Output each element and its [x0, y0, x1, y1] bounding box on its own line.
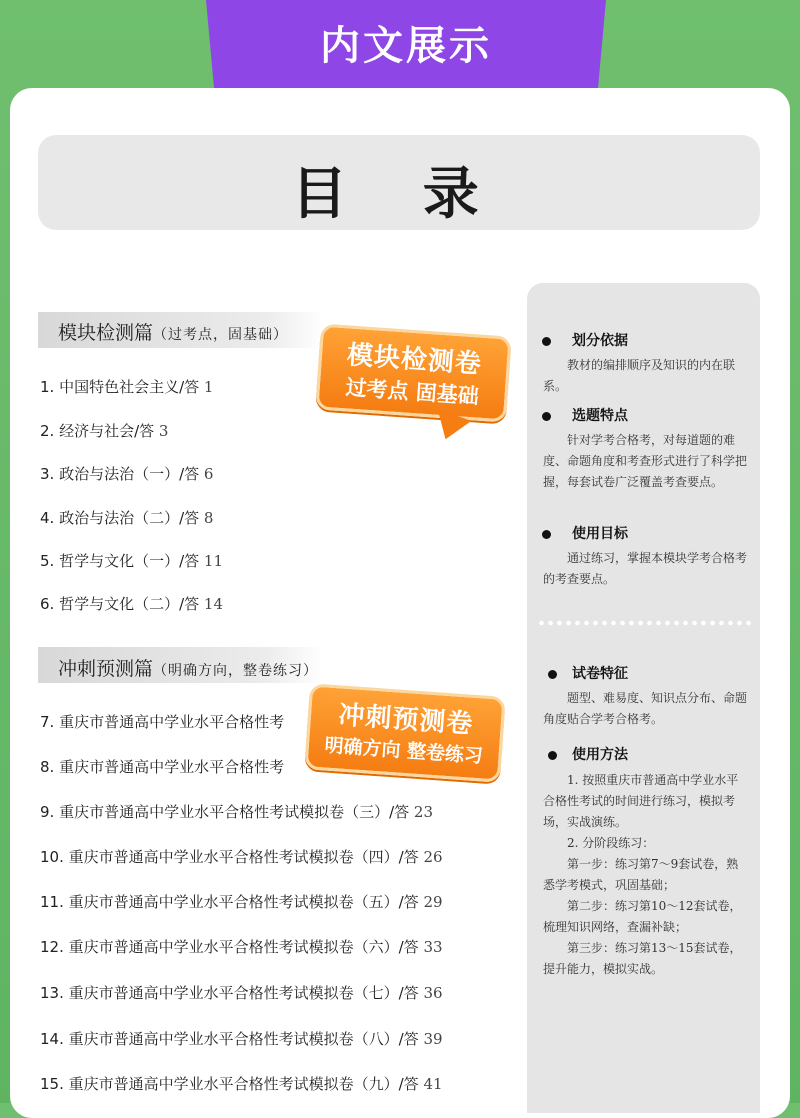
sidebar-text — [543, 770, 748, 980]
toc-item-page: 33 — [423, 938, 443, 956]
toc-item-page: 39 — [423, 1030, 443, 1048]
toc-item-label: 12. 重庆市普通高中学业水平合格性考试模拟卷（六）/答 — [40, 938, 419, 956]
toc-item-label: 2. 经济与社会/答 — [40, 422, 155, 440]
bullet-icon — [542, 337, 551, 346]
toc-title: 目 录 — [291, 161, 507, 227]
usage-step: 第一步：练习第7～9套试卷，熟悉学考模式，巩固基础； — [543, 857, 739, 892]
toc-item-page: 3 — [158, 422, 169, 440]
toc-item[interactable] — [40, 891, 443, 912]
dotted-divider — [537, 620, 751, 626]
sidebar-heading: 选题特点 — [572, 408, 628, 424]
sticker-module-exam — [315, 323, 512, 422]
sticker-line2: 明确方向 整卷练习 — [323, 734, 484, 768]
sidebar-text: 通过练习，掌握本模块学考合格考的考查要点。 — [543, 551, 748, 586]
usage-step: 第二步：练习第10～12套试卷，梳理知识网络，查漏补缺； — [543, 899, 742, 934]
sticker-line2: 过考点 固基础 — [344, 375, 480, 409]
toc-item[interactable] — [40, 846, 443, 867]
toc-item-label: 8. 重庆市普通高中学业水平合格性考 — [40, 758, 285, 776]
sidebar-heading: 试卷特征 — [572, 666, 628, 682]
sidebar-text: 教材的编排顺序及知识的内在联系。 — [543, 358, 736, 393]
sticker-line1: 模块检测卷 — [346, 340, 483, 380]
toc-item-label: 9. 重庆市普通高中学业水平合格性考试模拟卷（三）/答 — [40, 803, 410, 821]
toc-item-page: 11 — [203, 552, 224, 570]
toc-item-page: 14 — [203, 595, 224, 613]
toc-item[interactable] — [40, 550, 223, 571]
sticker-line1: 冲刺预测卷 — [337, 700, 475, 740]
toc-item[interactable] — [40, 420, 168, 441]
section-title-sprint — [58, 654, 318, 681]
sticker-sprint-exam — [304, 683, 506, 782]
toc-item-label: 11. 重庆市普通高中学业水平合格性考试模拟卷（五）/答 — [40, 893, 419, 911]
toc-item-label: 10. 重庆市普通高中学业水平合格性考试模拟卷（四）/答 — [40, 848, 419, 866]
bullet-icon — [548, 670, 557, 679]
section-subtitle: （过考点，固基础） — [153, 327, 289, 343]
usage-step: 1. 按照重庆市普通高中学业水平合格性考试的时间进行练习，模拟考场，实战演练。 — [543, 773, 739, 829]
toc-item-page: 1 — [203, 378, 214, 396]
toc-item[interactable] — [40, 1028, 443, 1049]
section-title: 冲刺预测篇 — [58, 658, 154, 680]
sidebar-heading: 使用目标 — [572, 526, 628, 542]
section-title: 模块检测篇 — [58, 322, 154, 344]
sidebar-text: 题型、难易度、知识点分布、命题角度贴合学考合格考。 — [543, 691, 748, 726]
bullet-icon — [542, 530, 551, 539]
toc-item-page: 8 — [203, 509, 214, 527]
toc-item-label: 15. 重庆市普通高中学业水平合格性考试模拟卷（九）/答 — [40, 1075, 419, 1093]
banner-title: 内文展示 — [320, 23, 492, 69]
toc-item-page: 36 — [423, 984, 443, 1002]
toc-item[interactable] — [40, 507, 213, 528]
toc-item[interactable] — [40, 593, 223, 614]
toc-item-page: 41 — [423, 1075, 443, 1093]
section-title-module — [58, 318, 288, 345]
toc-item-label: 13. 重庆市普通高中学业水平合格性考试模拟卷（七）/答 — [40, 984, 419, 1002]
toc-item-label: 1. 中国特色社会主义/答 — [40, 378, 200, 396]
toc-item[interactable] — [40, 756, 284, 777]
toc-item-page: 29 — [423, 893, 443, 911]
toc-item-page: 26 — [423, 848, 443, 866]
section-subtitle: （明确方向，整卷练习） — [153, 663, 319, 679]
usage-step: 第三步：练习第13～15套试卷，提升能力，模拟实战。 — [543, 941, 742, 976]
toc-item-page: 6 — [203, 465, 214, 483]
toc-item[interactable] — [40, 376, 213, 397]
toc-item-label: 14. 重庆市普通高中学业水平合格性考试模拟卷（八）/答 — [40, 1030, 419, 1048]
toc-item-label: 4. 政治与法治（二）/答 — [40, 509, 200, 527]
toc-item[interactable] — [40, 711, 284, 732]
toc-item-page: 23 — [413, 803, 434, 821]
toc-item[interactable] — [40, 982, 443, 1003]
toc-item[interactable] — [40, 936, 443, 957]
toc-item[interactable] — [40, 1073, 443, 1094]
toc-item-label: 7. 重庆市普通高中学业水平合格性考 — [40, 713, 285, 731]
bullet-icon — [542, 412, 551, 421]
toc-item[interactable] — [40, 801, 433, 822]
toc-item-label: 3. 政治与法治（一）/答 — [40, 465, 200, 483]
sidebar-text: 针对学考合格考，对每道题的难度、命题角度和考查形式进行了科学把握，每套试卷广泛覆盖考查要点。 — [543, 433, 748, 489]
toc-item[interactable] — [40, 463, 213, 484]
toc-item-label: 6. 哲学与文化（二）/答 — [40, 595, 200, 613]
sidebar-heading: 使用方法 — [572, 747, 628, 763]
bullet-icon — [548, 751, 557, 760]
sidebar-heading: 划分依据 — [572, 333, 628, 349]
usage-step: 2. 分阶段练习： — [567, 836, 655, 850]
toc-item-label: 5. 哲学与文化（一）/答 — [40, 552, 200, 570]
